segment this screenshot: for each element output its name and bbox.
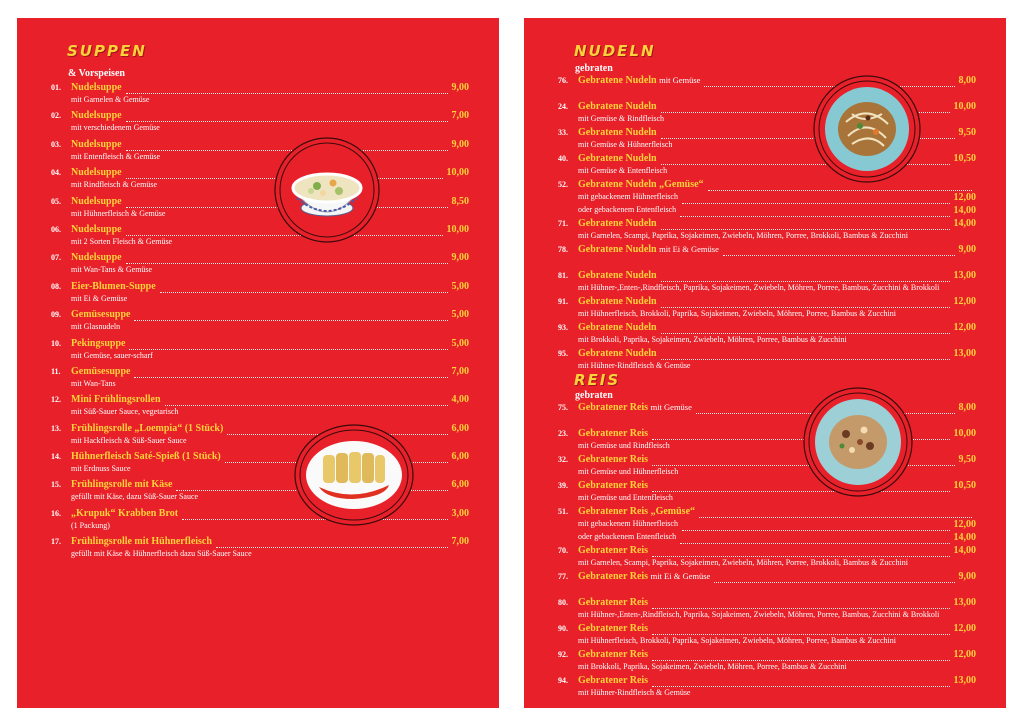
menu-item-line <box>51 82 469 95</box>
menu-item <box>51 82 469 110</box>
item-name <box>578 322 657 333</box>
item-price: 9,00 <box>958 244 976 255</box>
menu-item <box>558 244 976 270</box>
spring-rolls-photo <box>293 423 415 527</box>
item-description: mit Wan-Tans & Gemüse <box>71 265 153 275</box>
menu-item-line <box>558 322 976 335</box>
item-number: 76. <box>558 76 568 85</box>
item-number: 32. <box>558 455 568 464</box>
item-description: mit Brokkoli, Paprika, Sojakeimen, Zwiebeln, Möhren, Porree, Bambus & Zucchini <box>578 335 847 344</box>
item-extra: mit Gemüse <box>650 402 692 412</box>
item-name-text: „Krupuk“ Krabben Brot <box>71 507 179 519</box>
item-price: 7,00 <box>451 536 469 548</box>
menu-item-line <box>51 281 469 294</box>
menu-item-line <box>558 296 976 309</box>
menu-item <box>558 545 976 571</box>
item-price: 5,00 <box>451 280 469 292</box>
item-price: 12,00 <box>953 322 976 333</box>
item-price: 12,00 <box>953 519 976 530</box>
menu-item-line <box>51 536 469 549</box>
dot-leader <box>216 536 448 548</box>
dot-leader <box>134 366 447 378</box>
dot-leader <box>682 519 950 531</box>
item-number: 15. <box>51 480 61 490</box>
item-number: 91. <box>558 297 568 306</box>
item-name-text: Frühlingsrolle „Loempia“ (1 Stück) <box>71 422 224 434</box>
item-number: 12. <box>51 395 61 405</box>
item-number: 70. <box>558 546 568 555</box>
item-description: mit verschiedenem Gemüse <box>71 123 160 133</box>
menu-item <box>51 366 469 394</box>
item-price: 3,00 <box>451 507 469 519</box>
item-number: 11. <box>51 366 61 376</box>
dot-leader <box>652 675 949 687</box>
soup-bowl-photo <box>273 136 381 244</box>
item-number: 90. <box>558 624 568 633</box>
item-price: 14,00 <box>953 532 976 543</box>
item-number: 06. <box>51 224 61 234</box>
item-number: 23. <box>558 429 568 438</box>
item-name-text: Gebratener Reis <box>578 428 649 439</box>
item-description: mit Gemüse und Rindfleisch <box>578 441 670 450</box>
menu-item <box>558 348 976 374</box>
item-number: 77. <box>558 572 568 581</box>
item-number: 04. <box>51 168 61 178</box>
item-name-text: Mini Frühlingsrollen <box>71 394 161 406</box>
item-name-text: Gebratene Nudeln <box>578 75 657 86</box>
item-name-text: Gebratene Nudeln <box>578 322 657 333</box>
item-name <box>578 675 648 686</box>
item-name <box>578 506 695 517</box>
item-name <box>71 536 212 547</box>
item-name <box>578 545 648 556</box>
menu-item-line <box>51 139 469 152</box>
item-number: 16. <box>51 508 61 518</box>
item-name-text: Gebratene Nudeln <box>578 348 657 359</box>
item-name-text: Frühlingsrolle mit Hühnerfleisch <box>71 536 212 548</box>
item-price: 9,00 <box>958 571 976 582</box>
item-number: 13. <box>51 423 61 433</box>
item-price: 10,50 <box>953 480 976 491</box>
item-description: mit Rindfleisch & Gemüse <box>71 180 157 190</box>
item-name-text: Nudelsuppe <box>71 167 122 179</box>
item-number: 03. <box>51 139 61 149</box>
item-price: 9,00 <box>451 252 469 264</box>
menu-subline <box>558 532 976 545</box>
item-name <box>71 338 125 349</box>
item-name-text: Gebratener Reis <box>578 571 649 582</box>
dot-leader <box>661 348 950 360</box>
menu-item-line <box>51 309 469 322</box>
item-description: mit Erdnuss Sauce <box>71 464 131 474</box>
dot-leader <box>680 532 949 544</box>
item-number: 78. <box>558 245 568 254</box>
item-name-text: Gebratene Nudeln <box>578 127 657 138</box>
item-price: 8,50 <box>451 195 469 207</box>
item-name <box>578 623 648 634</box>
item-number: 94. <box>558 676 568 685</box>
menu-item <box>51 252 469 280</box>
item-description: mit Hühner-Rindfleisch & Gemüse <box>578 361 691 370</box>
item-name <box>71 394 161 405</box>
item-name-text: Gebratener Reis <box>578 454 649 465</box>
dot-leader <box>661 322 950 334</box>
item-name-text: Gebratener Reis „Gemüse“ <box>578 506 696 517</box>
menu-item <box>558 322 976 348</box>
item-number: 92. <box>558 650 568 659</box>
item-number: 14. <box>51 452 61 462</box>
item-price: 10,00 <box>953 101 976 112</box>
dot-leader <box>661 296 950 308</box>
item-name <box>578 179 704 190</box>
menu-item-line <box>558 506 976 519</box>
item-name <box>578 480 648 491</box>
item-description: (1 Packung) <box>71 520 110 530</box>
item-description: mit Gemüse & Hühnerfleisch <box>578 140 673 149</box>
item-number: 33. <box>558 128 568 137</box>
section-subtitle-suppen: & Vorspeisen <box>68 68 125 79</box>
item-name <box>71 110 122 121</box>
item-name-text: Frühlingsrolle mit Käse <box>71 479 173 491</box>
item-name <box>578 428 648 439</box>
menu-page-left <box>17 18 499 708</box>
menu-item-line <box>51 338 469 351</box>
item-name <box>578 348 657 359</box>
item-price: 10,00 <box>953 428 976 439</box>
item-number: 52. <box>558 180 568 189</box>
menu-item-line <box>558 244 976 257</box>
item-name-text: Gebratener Reis <box>578 675 649 686</box>
item-name <box>71 139 122 150</box>
item-price: 10,00 <box>446 167 469 179</box>
item-description: mit Gemüse, sauer-scharf <box>71 350 153 360</box>
menu-subline <box>558 519 976 532</box>
item-price: 9,50 <box>958 454 976 465</box>
item-name <box>71 366 130 377</box>
item-number: 17. <box>51 537 61 547</box>
fried-noodles-photo <box>812 74 922 184</box>
item-name <box>578 75 700 86</box>
item-description: mit Wan-Tans <box>71 378 116 388</box>
item-extra: mit Ei & Gemüse <box>650 571 711 581</box>
menu-item-line <box>558 218 976 231</box>
item-name-text: Eier-Blumen-Suppe <box>71 280 156 292</box>
item-description: mit Gemüse & Entenfleisch <box>578 166 668 175</box>
item-description: mit Hühner-,Enten-,Rindfleisch, Paprika, Sojakeimen, Zwiebeln, Möhren, Porree, Bambus, Zucchini & Brokkoli <box>578 610 940 619</box>
menu-item <box>558 179 976 218</box>
item-name <box>578 649 648 660</box>
item-price: 13,00 <box>953 675 976 686</box>
item-name <box>71 167 122 178</box>
item-description: mit Gemüse und Entenfleisch <box>578 493 673 502</box>
dot-leader <box>714 571 954 583</box>
item-price: 13,00 <box>953 597 976 608</box>
menu-item <box>51 338 469 366</box>
item-name <box>578 296 657 307</box>
item-price: 14,00 <box>953 218 976 229</box>
item-number: 81. <box>558 271 568 280</box>
item-name-text: Gebratene Nudeln <box>578 153 657 164</box>
menu-item-line <box>558 597 976 610</box>
item-number: 39. <box>558 481 568 490</box>
item-name-text: Hühnerfleisch Saté-Spieß (1 Stück) <box>71 451 221 463</box>
item-description-alt: oder gebackenem Entenfleisch <box>578 532 677 541</box>
item-name-text: Nudelsuppe <box>71 223 122 235</box>
dot-leader <box>126 252 448 264</box>
menu-item-line <box>51 252 469 265</box>
item-name <box>71 281 156 292</box>
item-name-text: Gemüsesuppe <box>71 365 131 377</box>
item-price: 13,00 <box>953 348 976 359</box>
menu-item <box>558 571 976 597</box>
item-description-alt: oder gebackenem Entenfleisch <box>578 205 677 214</box>
item-extra: mit Gemüse <box>659 75 701 85</box>
item-number: 24. <box>558 102 568 111</box>
item-number: 01. <box>51 83 61 92</box>
section-title-suppen: SUPPEN <box>67 42 147 60</box>
item-price: 7,00 <box>451 110 469 122</box>
dot-leader <box>723 244 955 256</box>
item-description: mit Süß-Sauer Sauce, vegetarisch <box>71 407 179 417</box>
item-name <box>71 508 178 519</box>
item-price: 6,00 <box>451 422 469 434</box>
menu-item <box>51 110 469 138</box>
dot-leader <box>134 309 447 321</box>
dot-leader <box>652 623 949 635</box>
item-number: 80. <box>558 598 568 607</box>
item-name-text: Nudelsuppe <box>71 252 122 264</box>
dot-leader <box>652 649 949 661</box>
menu-subline <box>558 205 976 218</box>
dot-leader <box>661 218 950 230</box>
item-price: 9,00 <box>451 138 469 150</box>
item-price: 12,00 <box>953 623 976 634</box>
dot-leader <box>680 205 949 217</box>
menu-item <box>51 309 469 337</box>
dot-leader <box>160 281 448 293</box>
item-number: 95. <box>558 349 568 358</box>
item-price: 9,50 <box>958 127 976 138</box>
item-name-text: Gebratene Nudeln <box>578 244 657 255</box>
item-price: 10,50 <box>953 153 976 164</box>
dot-leader <box>129 338 447 350</box>
item-description: mit Hühnerfleisch, Brokkoli, Paprika, Sojakeimen, Zwiebeln, Möhren, Porree, Bambus & Zucchini <box>578 636 896 645</box>
item-description: mit Garnelen, Scampi, Paprika, Sojakeimen, Zwiebeln, Möhren, Porree, Brokkoli, Bambus & Zucchini <box>578 231 908 240</box>
menu-item-line <box>558 545 976 558</box>
item-name-text: Nudelsuppe <box>71 82 122 93</box>
item-name <box>71 196 122 207</box>
item-price: 5,00 <box>451 309 469 321</box>
item-name <box>578 571 710 582</box>
item-name-text: Nudelsuppe <box>71 110 122 122</box>
dot-leader <box>126 110 448 122</box>
item-name-text: Pekingsuppe <box>71 337 126 349</box>
item-description: mit Hühner-Rindfleisch & Gemüse <box>578 688 691 697</box>
item-name-text: Gebratener Reis <box>578 545 649 556</box>
item-description: mit Ei & Gemüse <box>71 293 128 303</box>
item-price: 14,00 <box>953 205 976 216</box>
menu-item <box>558 506 976 545</box>
item-description: mit Hühner-,Enten-,Rindfleisch, Paprika, Sojakeimen, Zwiebeln, Möhren, Porree, Bambus, Zucchini & Brokkoli <box>578 283 940 292</box>
item-number: 05. <box>51 196 61 206</box>
section-title-nudeln: NUDELN <box>574 42 656 60</box>
menu-item <box>558 218 976 244</box>
menu-item <box>51 281 469 309</box>
item-name <box>578 402 692 413</box>
menu-item <box>51 196 469 224</box>
menu-item <box>51 536 469 564</box>
item-name-text: Gebratener Reis <box>578 480 649 491</box>
item-description: gefüllt mit Käse & Hühnerfleisch dazu Süß-Sauer Sauce <box>71 549 252 559</box>
item-name <box>71 423 223 434</box>
menu-item-line <box>51 196 469 209</box>
item-description: mit Glasnudeln <box>71 322 121 332</box>
item-price: 8,00 <box>958 402 976 413</box>
item-name-text: Nudelsuppe <box>71 195 122 207</box>
menu-item-line <box>51 167 469 180</box>
item-name <box>71 224 122 235</box>
item-description: mit gebackenem Hühnerfleisch <box>578 519 678 528</box>
item-description: gefüllt mit Käse, dazu Süß-Sauer Sauce <box>71 492 199 502</box>
item-description: mit gebackenem Hühnerfleisch <box>578 192 678 201</box>
item-price: 14,00 <box>953 545 976 556</box>
fried-rice-photo <box>802 386 914 498</box>
menu-page-right <box>524 18 1006 708</box>
item-price: 4,00 <box>451 394 469 406</box>
menu-item-line <box>51 366 469 379</box>
item-name-text: Gebratener Reis <box>578 402 649 413</box>
item-number: 71. <box>558 219 568 228</box>
item-price: 12,00 <box>953 192 976 203</box>
menu-item-line <box>51 394 469 407</box>
item-description: mit Garnelen & Gemüse <box>71 95 150 104</box>
item-name <box>71 309 130 320</box>
menu-item <box>558 623 976 649</box>
item-name <box>71 252 122 263</box>
item-name-text: Gebratene Nudeln <box>578 270 657 281</box>
item-description: mit Entenfleisch & Gemüse <box>71 151 161 161</box>
item-name-text: Gebratene Nudeln <box>578 101 657 112</box>
menu-item-line <box>51 110 469 123</box>
menu-item-line <box>558 649 976 662</box>
dot-leader <box>126 82 448 94</box>
menu-item-line <box>558 675 976 688</box>
item-name <box>578 244 719 255</box>
dot-leader <box>652 597 949 609</box>
item-price: 12,00 <box>953 649 976 660</box>
section-subtitle-nudeln: gebraten <box>575 63 613 74</box>
item-price: 10,00 <box>446 223 469 235</box>
menu-item <box>558 675 976 701</box>
menu-item-line <box>51 224 469 237</box>
item-name <box>578 218 657 229</box>
item-description: mit Hackfleisch & Süß-Sauer Sauce <box>71 435 187 445</box>
item-name <box>578 101 657 112</box>
item-price: 7,00 <box>451 365 469 377</box>
menu-item <box>51 139 469 167</box>
item-number: 75. <box>558 403 568 412</box>
menu-item-line <box>558 623 976 636</box>
item-price: 6,00 <box>451 479 469 491</box>
item-price: 8,00 <box>958 75 976 86</box>
item-name <box>578 270 657 281</box>
menu-item <box>51 167 469 195</box>
item-name-text: Gebratene Nudeln <box>578 296 657 307</box>
item-description: mit Hühnerfleisch, Brokkoli, Paprika, Sojakeimen, Zwiebeln, Möhren, Porree, Bambus & Zucchini <box>578 309 896 318</box>
menu-subline <box>558 192 976 205</box>
item-extra: mit Ei & Gemüse <box>659 244 719 254</box>
item-name <box>578 454 648 465</box>
item-number: 08. <box>51 281 61 291</box>
menu-item <box>558 597 976 623</box>
item-number: 93. <box>558 323 568 332</box>
item-number: 07. <box>51 253 61 263</box>
dot-leader <box>682 192 950 204</box>
item-name <box>578 153 657 164</box>
item-price: 5,00 <box>451 337 469 349</box>
item-number: 02. <box>51 111 61 121</box>
menu-item <box>558 296 976 322</box>
item-name <box>71 479 172 490</box>
item-description: mit Gemüse und Hühnerfleisch <box>578 467 679 476</box>
item-name-text: Gebratene Nudeln <box>578 218 657 229</box>
item-name-text: Gemüsesuppe <box>71 309 131 321</box>
menu-item <box>51 224 469 252</box>
dot-leader <box>652 545 949 557</box>
item-price: 9,00 <box>451 82 469 93</box>
menu-item <box>558 270 976 296</box>
section-subtitle-reis: gebraten <box>575 390 613 401</box>
dot-leader <box>165 394 448 406</box>
item-price: 13,00 <box>953 270 976 281</box>
item-number: 40. <box>558 154 568 163</box>
item-name-text: Nudelsuppe <box>71 138 122 150</box>
menu-item-line <box>558 270 976 283</box>
item-name <box>71 82 122 93</box>
menu-item <box>558 649 976 675</box>
item-number: 51. <box>558 507 568 516</box>
item-name <box>578 597 648 608</box>
item-description: mit Gemüse & Rindfleisch <box>578 114 664 123</box>
item-number: 09. <box>51 310 61 320</box>
item-description: mit Brokkoli, Paprika, Sojakeimen, Zwiebeln, Möhren, Porree, Bambus & Zucchini <box>578 662 847 671</box>
item-name <box>578 127 657 138</box>
menu-item-line <box>558 348 976 361</box>
item-description: mit Hühnerfleisch & Gemüse <box>71 208 166 218</box>
item-name-text: Gebratener Reis <box>578 623 649 634</box>
section-title-reis: REIS <box>574 371 621 389</box>
item-price: 12,00 <box>953 296 976 307</box>
dot-leader <box>699 506 972 518</box>
menu-item-line <box>558 571 976 584</box>
item-name <box>71 451 221 462</box>
item-number: 10. <box>51 338 61 348</box>
item-price: 6,00 <box>451 451 469 463</box>
dot-leader <box>661 270 950 282</box>
item-name-text: Gebratener Reis <box>578 597 649 608</box>
item-description: mit 2 Sorten Fleisch & Gemüse <box>71 236 173 246</box>
item-description: mit Garnelen, Scampi, Paprika, Sojakeimen, Zwiebeln, Möhren, Porree, Brokkoli, Bambus & Zucchini <box>578 558 908 567</box>
menu-item <box>51 394 469 422</box>
item-name-text: Gebratene Nudeln „Gemüse“ <box>578 179 704 190</box>
item-name-text: Gebratener Reis <box>578 649 649 660</box>
